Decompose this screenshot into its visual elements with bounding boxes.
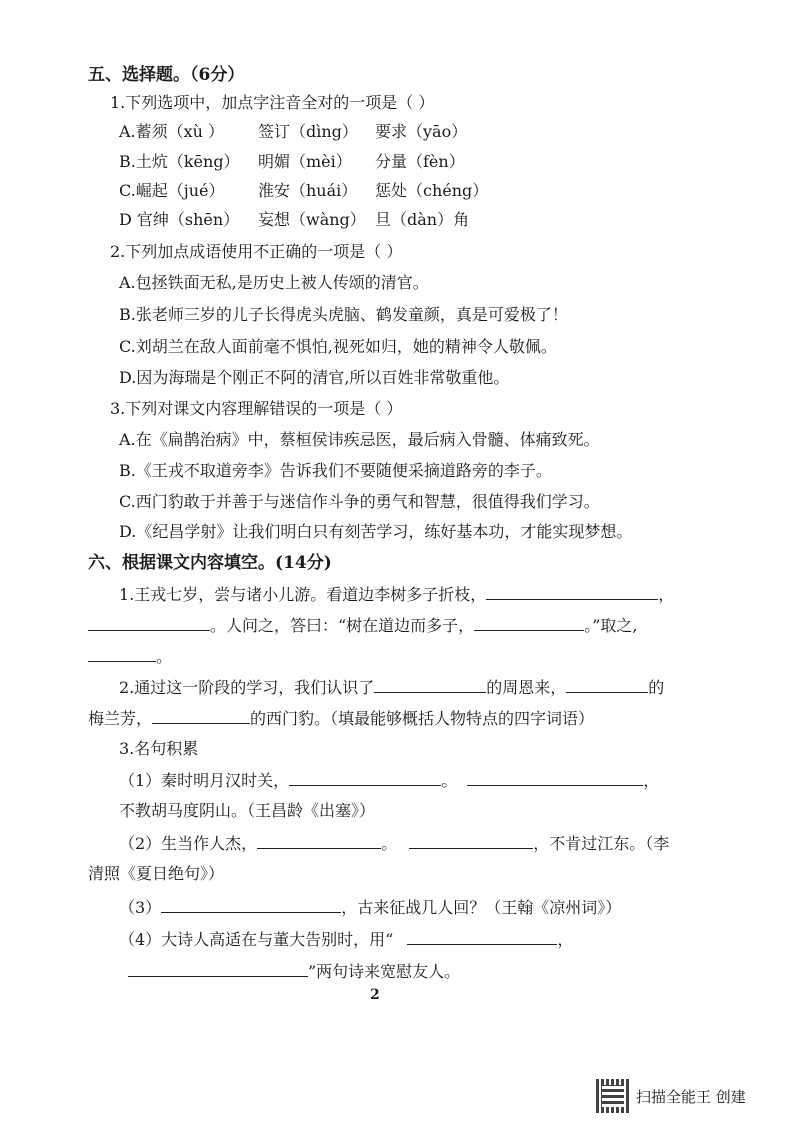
fill-q3-item1-line2: 不教胡马度阴山。（王昌龄《出塞》）	[119, 801, 376, 820]
fill-q3-item2-text1: （2）生当作人杰，	[119, 834, 258, 853]
fill-q3-item3	[119, 896, 621, 919]
watermark-text: 扫描全能王 创建	[636, 1087, 746, 1106]
fill-blank[interactable]	[407, 928, 557, 945]
fill-q2-text5: 的西门豹。（填最能够概括人物特点的四字词语）	[250, 709, 595, 728]
q3-option-d: D.《纪昌学射》让我们明白只有刻苦学习，练好基本功，才能实现梦想。	[119, 522, 633, 541]
fill-blank[interactable]	[289, 769, 441, 786]
fill-q3-item3-text2: ，古来征战几人回？（王翰《凉州词》）	[341, 898, 622, 917]
q2-option-a: A.包拯铁面无私,是历史上被人传颂的清官。	[119, 273, 429, 292]
q1-option-d2: 妄想（wàng）	[258, 210, 366, 229]
fill-q2-line2	[88, 707, 594, 730]
q1-option-c3: 惩处（chéng）	[375, 181, 489, 200]
q1-option-b2: 明媚（mèi）	[258, 152, 352, 171]
fill-blank[interactable]	[467, 769, 643, 786]
q2-option-d: D.因为海瑞是个刚正不阿的清官,所以百姓非常敬重他。	[119, 368, 510, 387]
fill-blank[interactable]	[161, 896, 341, 913]
punct: ，	[643, 771, 660, 790]
fill-q2-line1	[119, 676, 664, 699]
fill-q3-title: 3.名句积累	[119, 739, 199, 758]
q1-option-a2: 签订（dìng）	[258, 122, 358, 141]
fill-q3-item1-line1	[119, 769, 659, 792]
q3-stem: 3.下列对课文内容理解错误的一项是（ ）	[110, 399, 403, 418]
fill-q3-item3-text1: （3）	[119, 898, 162, 917]
fill-q1-line3	[88, 645, 172, 668]
q2-stem: 2.下列加点成语使用不正确的一项是（ ）	[110, 242, 403, 261]
q1-option-d3: 旦（dàn）角	[375, 210, 470, 229]
fill-q3-item4-line1	[119, 928, 573, 951]
punct: 。	[156, 647, 173, 666]
fill-q1-text1: 1.王戎七岁，尝与诸小儿游。看道边李树多子折枝，	[119, 585, 487, 604]
fill-q3-item2-text2: ，不肯过江东。（李	[533, 834, 670, 853]
q1-option-d1: D 官绅（shēn）	[119, 210, 240, 229]
qr-code-icon	[596, 1079, 630, 1113]
q1-option-a1: A.蓄须（xù ）	[119, 122, 225, 141]
fill-q1-text3: 。”取之,	[584, 616, 638, 635]
fill-blank[interactable]	[257, 832, 381, 849]
fill-q3-item4-line2	[128, 960, 460, 983]
q3-option-b: B.《王戎不取道旁李》告诉我们不要随便采摘道路旁的李子。	[119, 461, 552, 480]
q1-option-b3: 分量（fèn）	[375, 152, 465, 171]
punct: ，	[557, 930, 574, 949]
q3-option-a: A.在《扁鹊治病》中，蔡桓侯讳疾忌医，最后病入骨髓、体痛致死。	[119, 430, 600, 449]
fill-blank[interactable]	[128, 960, 308, 977]
fill-q2-text1: 2.通过这一阶段的学习，我们认识了	[119, 678, 375, 697]
fill-blank[interactable]	[486, 583, 658, 600]
punct: 。	[441, 771, 458, 790]
q3-option-c: C.西门豹敢于并善于与迷信作斗争的勇气和智慧，很值得我们学习。	[119, 492, 600, 511]
page-number: 2	[370, 987, 380, 1003]
section-5-heading: 五、选择题。（6分）	[88, 65, 245, 85]
scanner-watermark	[596, 1079, 746, 1113]
fill-blank[interactable]	[152, 707, 250, 724]
fill-blank[interactable]	[88, 645, 156, 662]
fill-q2-text3: 的	[648, 678, 665, 697]
fill-blank[interactable]	[409, 832, 533, 849]
fill-q3-item4-text2: ”两句诗来宽慰友人。	[308, 962, 461, 981]
fill-q3-item2-line2: 清照《夏日绝句》）	[88, 864, 225, 883]
fill-q3-item1-text1: （1）秦时明月汉时关，	[119, 771, 290, 790]
fill-blank[interactable]	[88, 614, 210, 631]
punct: 。	[381, 834, 398, 853]
fill-q3-item2-line1	[119, 832, 669, 855]
q1-stem: 1.下列选项中，加点字注音全对的一项是（ ）	[110, 93, 435, 112]
q1-option-c2: 淮安（huái）	[258, 181, 358, 200]
fill-q1-line2	[88, 614, 637, 637]
q1-option-c1: C.崛起（jué）	[119, 181, 225, 200]
fill-q1-text2: 。人问之，答曰：“树在道边而多子，	[210, 616, 475, 635]
fill-q2-text4: 梅兰芳，	[88, 709, 153, 728]
fill-blank[interactable]	[474, 614, 584, 631]
q1-option-b1: B.土炕（kēng）	[119, 152, 240, 171]
fill-q2-text2: 的周恩来，	[486, 678, 567, 697]
fill-q1-line1	[119, 583, 674, 606]
q2-option-c: C.刘胡兰在敌人面前毫不惧怕,视死如归，她的精神令人敬佩。	[119, 337, 557, 356]
section-6-heading: 六、根据课文内容填空。(14分)	[88, 553, 332, 573]
fill-blank[interactable]	[566, 676, 648, 693]
q2-option-b: B.张老师三岁的儿子长得虎头虎脑、鹤发童颜，真是可爱极了！	[119, 305, 568, 324]
punct: ，	[658, 585, 675, 604]
fill-q3-item4-text1: （4）大诗人高适在与董大告别时，用“	[119, 930, 394, 949]
q1-option-a3: 要求（yāo）	[375, 122, 468, 141]
fill-blank[interactable]	[374, 676, 486, 693]
